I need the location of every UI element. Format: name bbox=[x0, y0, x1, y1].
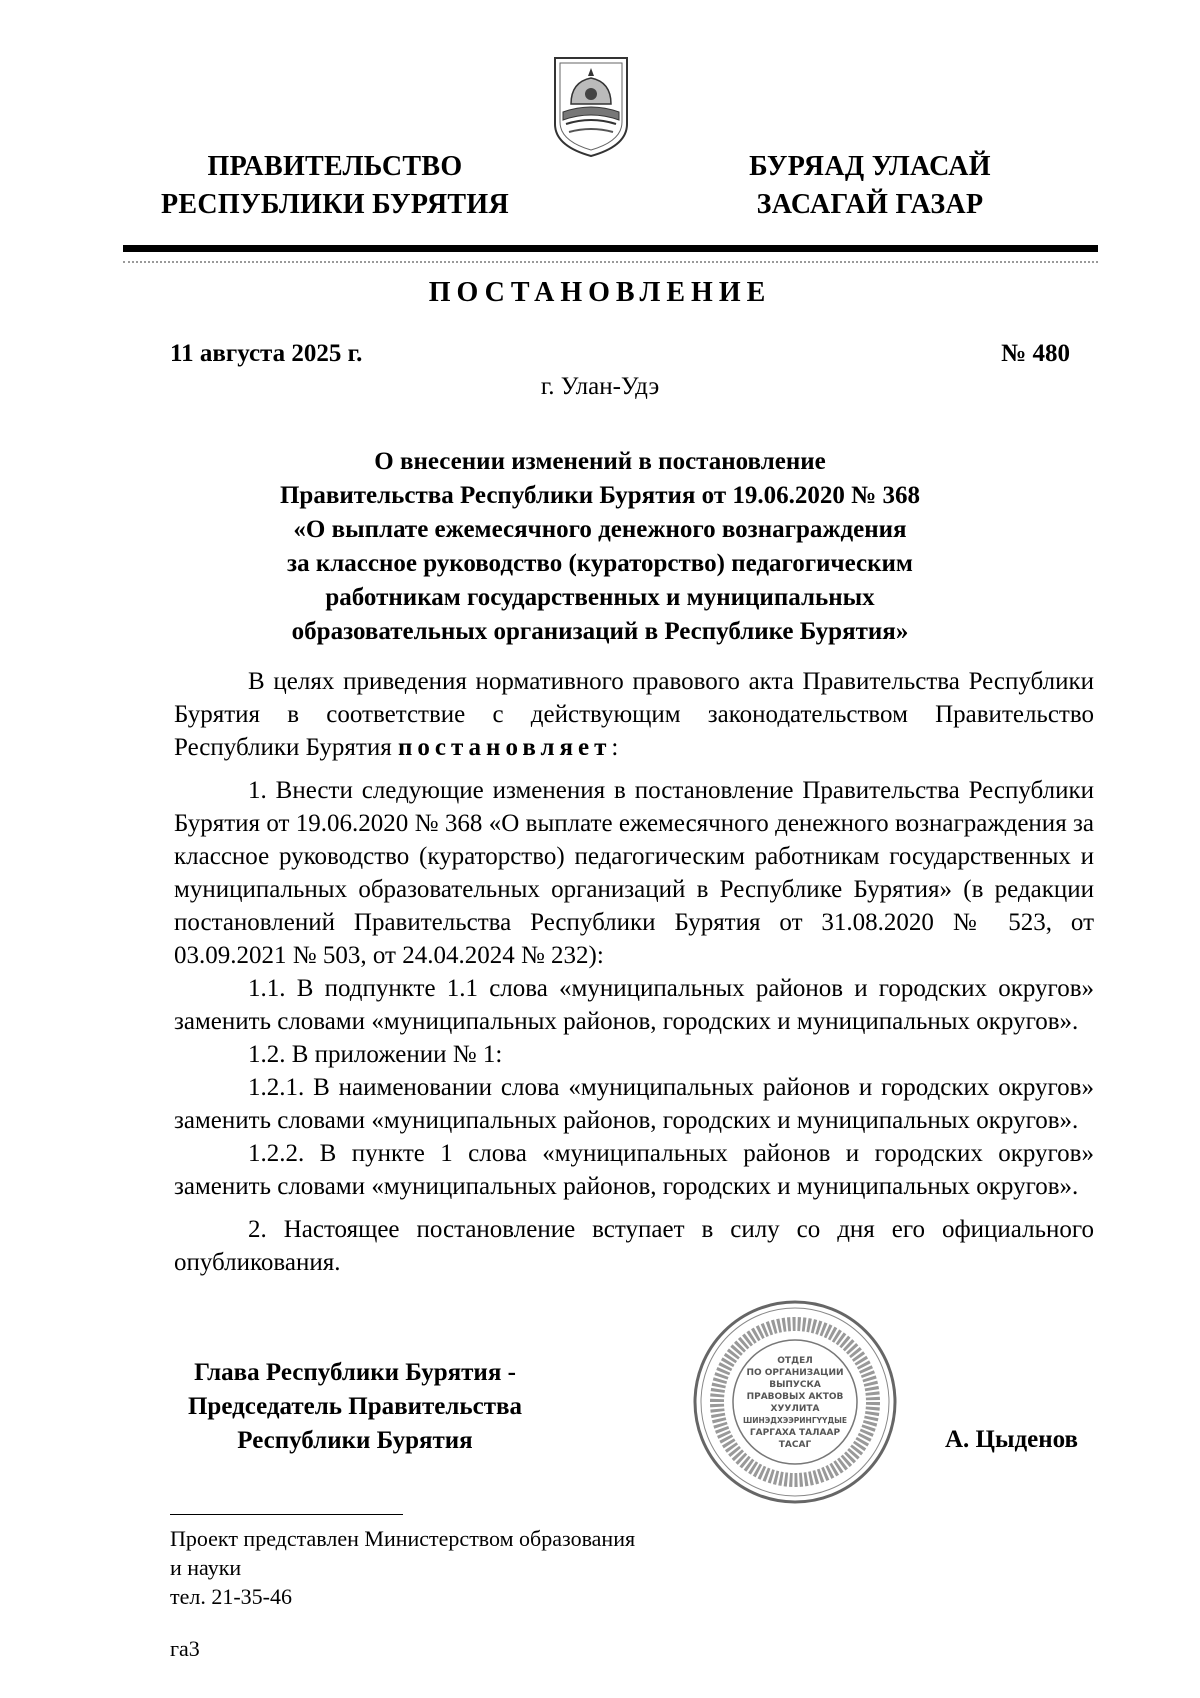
stamp-line: ХУУЛИТА bbox=[770, 1404, 820, 1414]
signature-position bbox=[170, 1356, 540, 1458]
stamp-line: ПО ОРГАНИЗАЦИИ bbox=[746, 1368, 844, 1378]
footnote-line: и науки bbox=[170, 1555, 242, 1580]
header-left-line1: ПРАВИТЕЛЬСТВО bbox=[207, 151, 463, 182]
header-left bbox=[150, 148, 520, 224]
body-paragraph: 1.2.1. В наименовании слова «муниципальных районов и городских округов» заменить словами «муниципальных районов, городских и муниципальных округов». bbox=[174, 1074, 1094, 1134]
header-right-line1: БУРЯАД УЛАСАЙ bbox=[749, 151, 991, 182]
body-paragraph: 1.1. В подпункте 1.1 слова «муниципальных районов и городских округов» заменить словами «муниципальных районов, городских и муниципальных округов». bbox=[174, 975, 1094, 1035]
signature-position-line: Республики Бурятия bbox=[237, 1427, 473, 1454]
signature-position-line: Председатель Правительства bbox=[187, 1393, 523, 1420]
body-paragraph: 1.2.2. В пункте 1 слова «муниципальных районов и городских округов» заменить словами «муниципальных районов, городских и муниципальных округов». bbox=[174, 1140, 1094, 1200]
stamp-line: ТАСАГ bbox=[778, 1440, 812, 1450]
doc-title bbox=[240, 445, 960, 649]
stamp-line: ПРАВОВЫХ АКТОВ bbox=[746, 1392, 844, 1402]
header-separator bbox=[123, 245, 1098, 252]
footnote bbox=[170, 1524, 635, 1611]
final-paragraph: 2. Настоящее постановление вступает в силу со дня его официального опубликования. bbox=[174, 1216, 1094, 1276]
title-line: О внесении изменений в постановление bbox=[374, 448, 826, 475]
doc-type: ПОСТАНОВЛЕНИЕ bbox=[428, 277, 772, 308]
doc-city: г. Улан-Удэ bbox=[540, 373, 660, 400]
signature-name: А. Цыденов bbox=[945, 1426, 1079, 1453]
title-line: образовательных организаций в Республике Бурятия» bbox=[291, 618, 909, 645]
doc-body bbox=[174, 665, 1094, 1279]
intro-paragraph bbox=[174, 665, 1094, 764]
header-dotted-line bbox=[123, 261, 1098, 263]
intro-end: : bbox=[611, 734, 619, 761]
header-left-line2: РЕСПУБЛИКИ БУРЯТИЯ bbox=[161, 189, 509, 220]
body-paragraph: 1.2. В приложении № 1: bbox=[248, 1041, 503, 1068]
coat-of-arms-icon bbox=[551, 54, 631, 159]
stamp-line: ОТДЕЛ bbox=[777, 1356, 813, 1366]
title-line: «О выплате ежемесячного денежного вознаграждения bbox=[293, 516, 907, 543]
stamp-line: ВЫПУСКА bbox=[769, 1380, 821, 1390]
title-line: Правительства Республики Бурятия от 19.06.2020 № 368 bbox=[279, 482, 920, 509]
header-right-line2: ЗАСАГАЙ ГАЗАР bbox=[756, 189, 984, 220]
header-right bbox=[720, 148, 1020, 224]
body-paragraph: 1. Внести следующие изменения в постановление Правительства Республики Бурятия от 19.06.2020 № 368 «О выплате ежемесячного денежного вознаграждения за классное руководство (кураторство) педагогическим работникам государственных и муниципальных образовательных организаций в Республике Бурятия» (в редакции постановлений Правительства Республики Бурятия от 31.08.2020 № 523, от 03.09.2021 № 503, от 24.04.2024 № 232): bbox=[174, 777, 1094, 969]
signature-position-line: Глава Республики Бурятия - bbox=[194, 1359, 516, 1386]
footnote-divider bbox=[170, 1514, 403, 1515]
doc-code: га3 bbox=[170, 1636, 200, 1661]
title-line: работникам государственных и муниципальных bbox=[325, 584, 875, 611]
stamp-line: ШИНЭДХЭЭРИНГҮҮДЫЕ bbox=[742, 1416, 848, 1425]
official-stamp bbox=[690, 1297, 900, 1507]
doc-number: № 480 bbox=[1001, 340, 1070, 367]
stamp-line: ГАРГАХА ТАЛААР bbox=[749, 1428, 841, 1438]
intro-emphasis: постановляет bbox=[397, 734, 612, 761]
intro-text: В целях приведения нормативного правового акта Правительства Республики Бурятия в соответствие с действующим законодательством Правительство Республики Бурятия bbox=[174, 668, 1094, 761]
doc-date: 11 августа 2025 г. bbox=[170, 340, 363, 367]
title-line: за классное руководство (кураторство) педагогическим bbox=[287, 550, 913, 577]
footnote-line: Проект представлен Министерством образования bbox=[170, 1526, 636, 1551]
footnote-phone: тел. 21-35-46 bbox=[170, 1584, 293, 1609]
